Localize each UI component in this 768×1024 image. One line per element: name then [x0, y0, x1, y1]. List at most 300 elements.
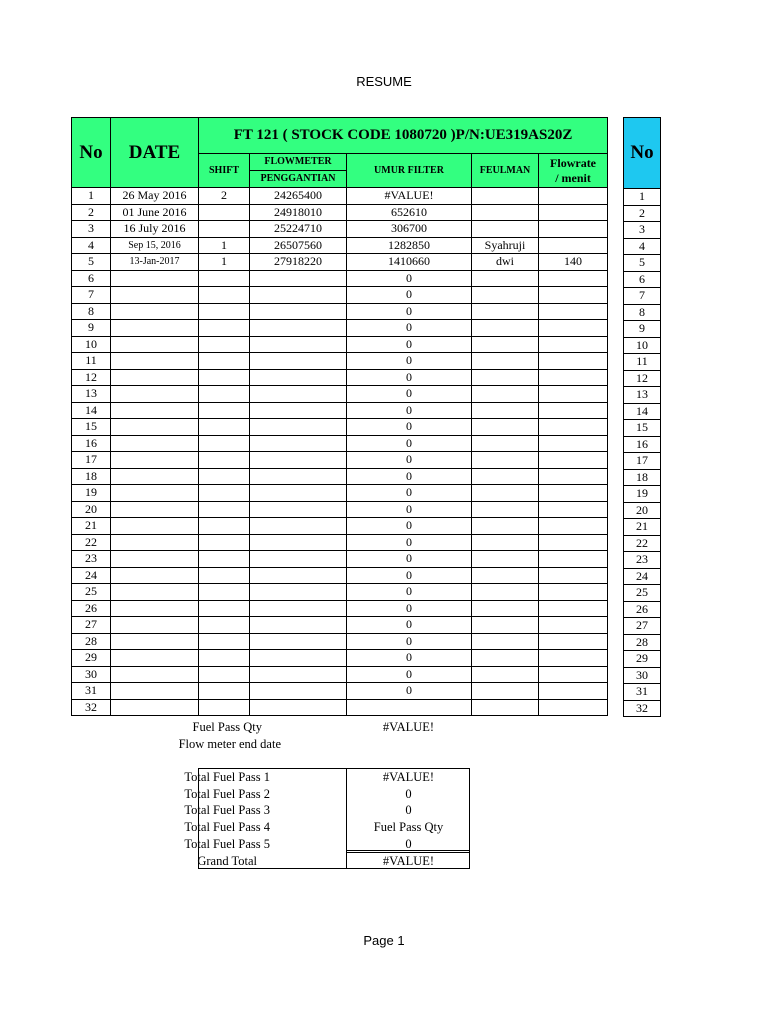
table-row [72, 485, 608, 502]
cell-umur: 0 [347, 369, 472, 386]
cell-feulman: dwi [472, 254, 539, 271]
cell-flowmeter: 26507560 [250, 237, 347, 254]
side-cell-no: 1 [624, 189, 661, 206]
cell-feulman [472, 617, 539, 634]
total-fuel-pass-5-label: Total Fuel Pass 5 [184, 837, 270, 851]
table-row [72, 386, 608, 403]
table-row [72, 237, 608, 254]
side-cell-no: 8 [624, 304, 661, 321]
cell-flowmeter: 27918220 [250, 254, 347, 271]
side-row [624, 238, 661, 255]
cell-shift [199, 386, 250, 403]
cell-shift [199, 204, 250, 221]
cell-date [111, 551, 199, 568]
cell-date [111, 584, 199, 601]
cell-no: 26 [72, 600, 111, 617]
table-row [72, 617, 608, 634]
table-row [72, 650, 608, 667]
table-row [72, 452, 608, 469]
cell-shift [199, 270, 250, 287]
cell-umur: 0 [347, 501, 472, 518]
cell-feulman [472, 551, 539, 568]
side-cell-no: 14 [624, 403, 661, 420]
cell-no: 24 [72, 567, 111, 584]
cell-shift [199, 666, 250, 683]
total-fuel-pass-4-label: Total Fuel Pass 4 [184, 820, 270, 834]
cell-no: 11 [72, 353, 111, 370]
cell-no: 21 [72, 518, 111, 535]
cell-umur: 0 [347, 551, 472, 568]
side-row [624, 634, 661, 651]
cell-no: 10 [72, 336, 111, 353]
cell-shift [199, 683, 250, 700]
cell-no: 25 [72, 584, 111, 601]
cell-feulman [472, 270, 539, 287]
cell-flowmeter [250, 666, 347, 683]
cell-umur: 652610 [347, 204, 472, 221]
cell-shift: 1 [199, 237, 250, 254]
table-row [72, 419, 608, 436]
cell-date [111, 617, 199, 634]
table-row [72, 518, 608, 535]
cell-date [111, 650, 199, 667]
cell-shift [199, 468, 250, 485]
cell-umur: 0 [347, 534, 472, 551]
table-row [72, 369, 608, 386]
cell-flowmeter [250, 287, 347, 304]
cell-shift [199, 221, 250, 238]
cell-no: 9 [72, 320, 111, 337]
side-row [624, 354, 661, 371]
cell-flowmeter [250, 435, 347, 452]
cell-date [111, 468, 199, 485]
side-row [624, 189, 661, 206]
cell-shift [199, 369, 250, 386]
cell-feulman [472, 221, 539, 238]
side-row [624, 453, 661, 470]
table-row [72, 221, 608, 238]
cell-umur: 0 [347, 336, 472, 353]
table-row [72, 303, 608, 320]
cell-no: 30 [72, 666, 111, 683]
fuel-pass-qty-label: Fuel Pass Qty [192, 720, 262, 734]
cell-shift [199, 485, 250, 502]
cell-feulman [472, 419, 539, 436]
cell-no: 17 [72, 452, 111, 469]
cell-shift [199, 353, 250, 370]
cell-date [111, 435, 199, 452]
side-cell-no: 28 [624, 634, 661, 651]
cell-feulman: Syahruji [472, 237, 539, 254]
header-flowmeter-label: FLOWMETER [250, 154, 346, 171]
side-row [624, 222, 661, 239]
cell-flowrate [539, 584, 608, 601]
filter-log-table [71, 117, 608, 716]
cell-flowmeter [250, 369, 347, 386]
cell-no: 5 [72, 254, 111, 271]
cell-date [111, 402, 199, 419]
side-row [624, 700, 661, 717]
side-cell-no: 17 [624, 453, 661, 470]
table-row [72, 534, 608, 551]
cell-date [111, 270, 199, 287]
header-feulman: FEULMAN [472, 154, 539, 188]
cell-date: Sep 15, 2016 [111, 237, 199, 254]
cell-flowrate [539, 600, 608, 617]
side-cell-no: 22 [624, 535, 661, 552]
side-cell-no: 24 [624, 568, 661, 585]
cell-date [111, 683, 199, 700]
cell-shift [199, 303, 250, 320]
cell-flowmeter [250, 419, 347, 436]
total-fuel-pass-2-label: Total Fuel Pass 2 [184, 787, 270, 801]
cell-date [111, 600, 199, 617]
cell-shift [199, 518, 250, 535]
cell-feulman [472, 633, 539, 650]
cell-flowrate [539, 666, 608, 683]
cell-flowrate [539, 237, 608, 254]
table-row [72, 204, 608, 221]
cell-flowrate: 140 [539, 254, 608, 271]
cell-shift [199, 501, 250, 518]
cell-no: 1 [72, 188, 111, 205]
cell-no: 16 [72, 435, 111, 452]
grand-total-label: Grand Total [197, 854, 257, 868]
side-row [624, 519, 661, 536]
cell-feulman [472, 699, 539, 716]
cell-date [111, 320, 199, 337]
cell-date [111, 419, 199, 436]
cell-date [111, 633, 199, 650]
table-row [72, 666, 608, 683]
cell-umur: 0 [347, 287, 472, 304]
side-row [624, 601, 661, 618]
header-shift: SHIFT [199, 154, 250, 188]
cell-date: 01 June 2016 [111, 204, 199, 221]
side-cell-no: 7 [624, 288, 661, 305]
cell-date [111, 501, 199, 518]
cell-flowrate [539, 501, 608, 518]
cell-no: 28 [72, 633, 111, 650]
cell-date [111, 485, 199, 502]
cell-no: 4 [72, 237, 111, 254]
side-cell-no: 15 [624, 420, 661, 437]
side-row [624, 337, 661, 354]
cell-shift: 1 [199, 254, 250, 271]
side-row [624, 288, 661, 305]
table-row [72, 633, 608, 650]
side-cell-no: 18 [624, 469, 661, 486]
cell-flowmeter: 24265400 [250, 188, 347, 205]
cell-umur: 0 [347, 320, 472, 337]
cell-flowrate [539, 617, 608, 634]
cell-no: 13 [72, 386, 111, 403]
cell-flowmeter [250, 551, 347, 568]
cell-flowmeter [250, 699, 347, 716]
cell-flowrate [539, 419, 608, 436]
side-row [624, 618, 661, 635]
cell-shift [199, 452, 250, 469]
table-row [72, 584, 608, 601]
side-cell-no: 13 [624, 387, 661, 404]
cell-feulman [472, 452, 539, 469]
cell-no: 19 [72, 485, 111, 502]
cell-feulman [472, 600, 539, 617]
cell-no: 12 [72, 369, 111, 386]
cell-date [111, 452, 199, 469]
header-umur-filter: UMUR FILTER [347, 154, 472, 188]
cell-umur: 0 [347, 683, 472, 700]
side-cell-no: 27 [624, 618, 661, 635]
cell-feulman [472, 501, 539, 518]
table-row [72, 402, 608, 419]
cell-flowrate [539, 270, 608, 287]
table-row [72, 435, 608, 452]
cell-flowmeter [250, 584, 347, 601]
cell-date: 16 July 2016 [111, 221, 199, 238]
table-row [72, 683, 608, 700]
cell-feulman [472, 386, 539, 403]
cell-feulman [472, 188, 539, 205]
grand-total-value: #VALUE! [382, 854, 435, 868]
cell-shift [199, 699, 250, 716]
cell-no: 7 [72, 287, 111, 304]
cell-flowrate [539, 204, 608, 221]
side-row [624, 387, 661, 404]
total-fuel-pass-2-value: 0 [405, 787, 412, 801]
flow-meter-end-date-label: Flow meter end date [178, 737, 281, 751]
side-cell-no: 6 [624, 271, 661, 288]
cell-feulman [472, 336, 539, 353]
cell-date [111, 336, 199, 353]
cell-feulman [472, 567, 539, 584]
cell-no: 29 [72, 650, 111, 667]
cell-umur: 0 [347, 386, 472, 403]
cell-shift [199, 402, 250, 419]
cell-flowmeter [250, 518, 347, 535]
cell-umur: 0 [347, 419, 472, 436]
cell-shift [199, 419, 250, 436]
side-row [624, 271, 661, 288]
cell-shift: 2 [199, 188, 250, 205]
table-row [72, 270, 608, 287]
cell-flowmeter [250, 650, 347, 667]
cell-no: 32 [72, 699, 111, 716]
side-cell-no: 5 [624, 255, 661, 272]
side-row [624, 469, 661, 486]
cell-umur: 0 [347, 485, 472, 502]
side-cell-no: 20 [624, 502, 661, 519]
side-row [624, 205, 661, 222]
header-flowrate-label: Flowrate [550, 155, 597, 170]
cell-flowrate [539, 303, 608, 320]
cell-feulman [472, 518, 539, 535]
side-row [624, 321, 661, 338]
page-heading: RESUME [356, 74, 412, 89]
cell-no: 27 [72, 617, 111, 634]
cell-flowrate [539, 699, 608, 716]
total-fuel-pass-3-value: 0 [405, 803, 412, 817]
side-row [624, 486, 661, 503]
cell-no: 3 [72, 221, 111, 238]
cell-feulman [472, 353, 539, 370]
cell-date [111, 534, 199, 551]
page-footer: Page 1 [363, 933, 405, 948]
cell-umur: 0 [347, 650, 472, 667]
cell-flowrate [539, 287, 608, 304]
cell-flowmeter [250, 320, 347, 337]
cell-no: 31 [72, 683, 111, 700]
header-title: FT 121 ( STOCK CODE 1080720 )P/N:UE319AS20Z [199, 118, 608, 154]
cell-umur: 0 [347, 402, 472, 419]
cell-date [111, 699, 199, 716]
side-cell-no: 16 [624, 436, 661, 453]
total-fuel-pass-4-value: Fuel Pass Qty [373, 820, 444, 834]
cell-flowmeter [250, 534, 347, 551]
side-row [624, 304, 661, 321]
side-row [624, 568, 661, 585]
cell-flowrate [539, 551, 608, 568]
fuel-pass-qty-value: #VALUE! [382, 720, 435, 734]
cell-umur: 0 [347, 584, 472, 601]
side-cell-no: 29 [624, 651, 661, 668]
side-cell-no: 32 [624, 700, 661, 717]
side-cell-no: 11 [624, 354, 661, 371]
cell-umur: 0 [347, 452, 472, 469]
table-row [72, 336, 608, 353]
cell-shift [199, 534, 250, 551]
side-cell-no: 25 [624, 585, 661, 602]
header-flowrate [539, 154, 608, 188]
cell-shift [199, 287, 250, 304]
cell-umur: 0 [347, 353, 472, 370]
side-cell-no: 23 [624, 552, 661, 569]
cell-feulman [472, 435, 539, 452]
cell-shift [199, 600, 250, 617]
cell-feulman [472, 666, 539, 683]
side-cell-no: 2 [624, 205, 661, 222]
side-row [624, 502, 661, 519]
cell-shift [199, 650, 250, 667]
cell-feulman [472, 584, 539, 601]
cell-umur: 1410660 [347, 254, 472, 271]
side-cell-no: 30 [624, 667, 661, 684]
side-row [624, 436, 661, 453]
cell-umur: 0 [347, 567, 472, 584]
table-row [72, 600, 608, 617]
side-cell-no: 3 [624, 222, 661, 239]
table-row [72, 468, 608, 485]
cell-flowmeter [250, 336, 347, 353]
cell-shift [199, 567, 250, 584]
side-cell-no: 21 [624, 519, 661, 536]
cell-flowmeter [250, 386, 347, 403]
cell-no: 8 [72, 303, 111, 320]
cell-no: 6 [72, 270, 111, 287]
side-cell-no: 4 [624, 238, 661, 255]
cell-flowmeter [250, 683, 347, 700]
total-fuel-pass-3-label: Total Fuel Pass 3 [184, 803, 270, 817]
cell-no: 18 [72, 468, 111, 485]
cell-umur: 0 [347, 617, 472, 634]
cell-umur: 306700 [347, 221, 472, 238]
cell-flowrate [539, 485, 608, 502]
header-flowmeter [250, 154, 347, 188]
cell-flowrate [539, 320, 608, 337]
cell-flowrate [539, 518, 608, 535]
cell-feulman [472, 303, 539, 320]
cell-umur: 0 [347, 633, 472, 650]
cell-flowmeter [250, 501, 347, 518]
cell-shift [199, 633, 250, 650]
cell-shift [199, 320, 250, 337]
cell-flowrate [539, 468, 608, 485]
side-row [624, 403, 661, 420]
cell-flowrate [539, 221, 608, 238]
side-row [624, 552, 661, 569]
cell-no: 20 [72, 501, 111, 518]
cell-shift [199, 551, 250, 568]
cell-no: 15 [72, 419, 111, 436]
cell-feulman [472, 468, 539, 485]
cell-flowrate [539, 435, 608, 452]
cell-feulman [472, 534, 539, 551]
cell-shift [199, 584, 250, 601]
cell-flowmeter: 25224710 [250, 221, 347, 238]
cell-flowrate [539, 452, 608, 469]
side-row [624, 370, 661, 387]
table-row [72, 254, 608, 271]
cell-date [111, 518, 199, 535]
cell-date [111, 567, 199, 584]
cell-flowrate [539, 534, 608, 551]
cell-flowrate [539, 402, 608, 419]
cell-no: 14 [72, 402, 111, 419]
header-date: DATE [111, 118, 199, 188]
side-row [624, 684, 661, 701]
total-fuel-pass-5-value: 0 [405, 837, 412, 851]
cell-date [111, 303, 199, 320]
cell-date [111, 386, 199, 403]
cell-flowrate [539, 567, 608, 584]
cell-umur: #VALUE! [347, 188, 472, 205]
cell-date: 13-Jan-2017 [111, 254, 199, 271]
cell-flowmeter [250, 485, 347, 502]
table-row [72, 551, 608, 568]
cell-flowrate [539, 633, 608, 650]
cell-date [111, 287, 199, 304]
cell-flowmeter [250, 270, 347, 287]
cell-feulman [472, 320, 539, 337]
table-row [72, 353, 608, 370]
cell-no: 23 [72, 551, 111, 568]
total-fuel-pass-1-label: Total Fuel Pass 1 [184, 770, 270, 784]
cell-flowrate [539, 188, 608, 205]
cell-no: 22 [72, 534, 111, 551]
cell-umur: 0 [347, 270, 472, 287]
cell-flowrate [539, 683, 608, 700]
cell-flowmeter [250, 633, 347, 650]
cell-flowmeter [250, 600, 347, 617]
cell-flowmeter [250, 353, 347, 370]
cell-date [111, 666, 199, 683]
cell-flowrate [539, 353, 608, 370]
side-cell-no: 9 [624, 321, 661, 338]
side-cell-no: 12 [624, 370, 661, 387]
cell-feulman [472, 402, 539, 419]
cell-umur: 0 [347, 468, 472, 485]
cell-flowmeter [250, 567, 347, 584]
